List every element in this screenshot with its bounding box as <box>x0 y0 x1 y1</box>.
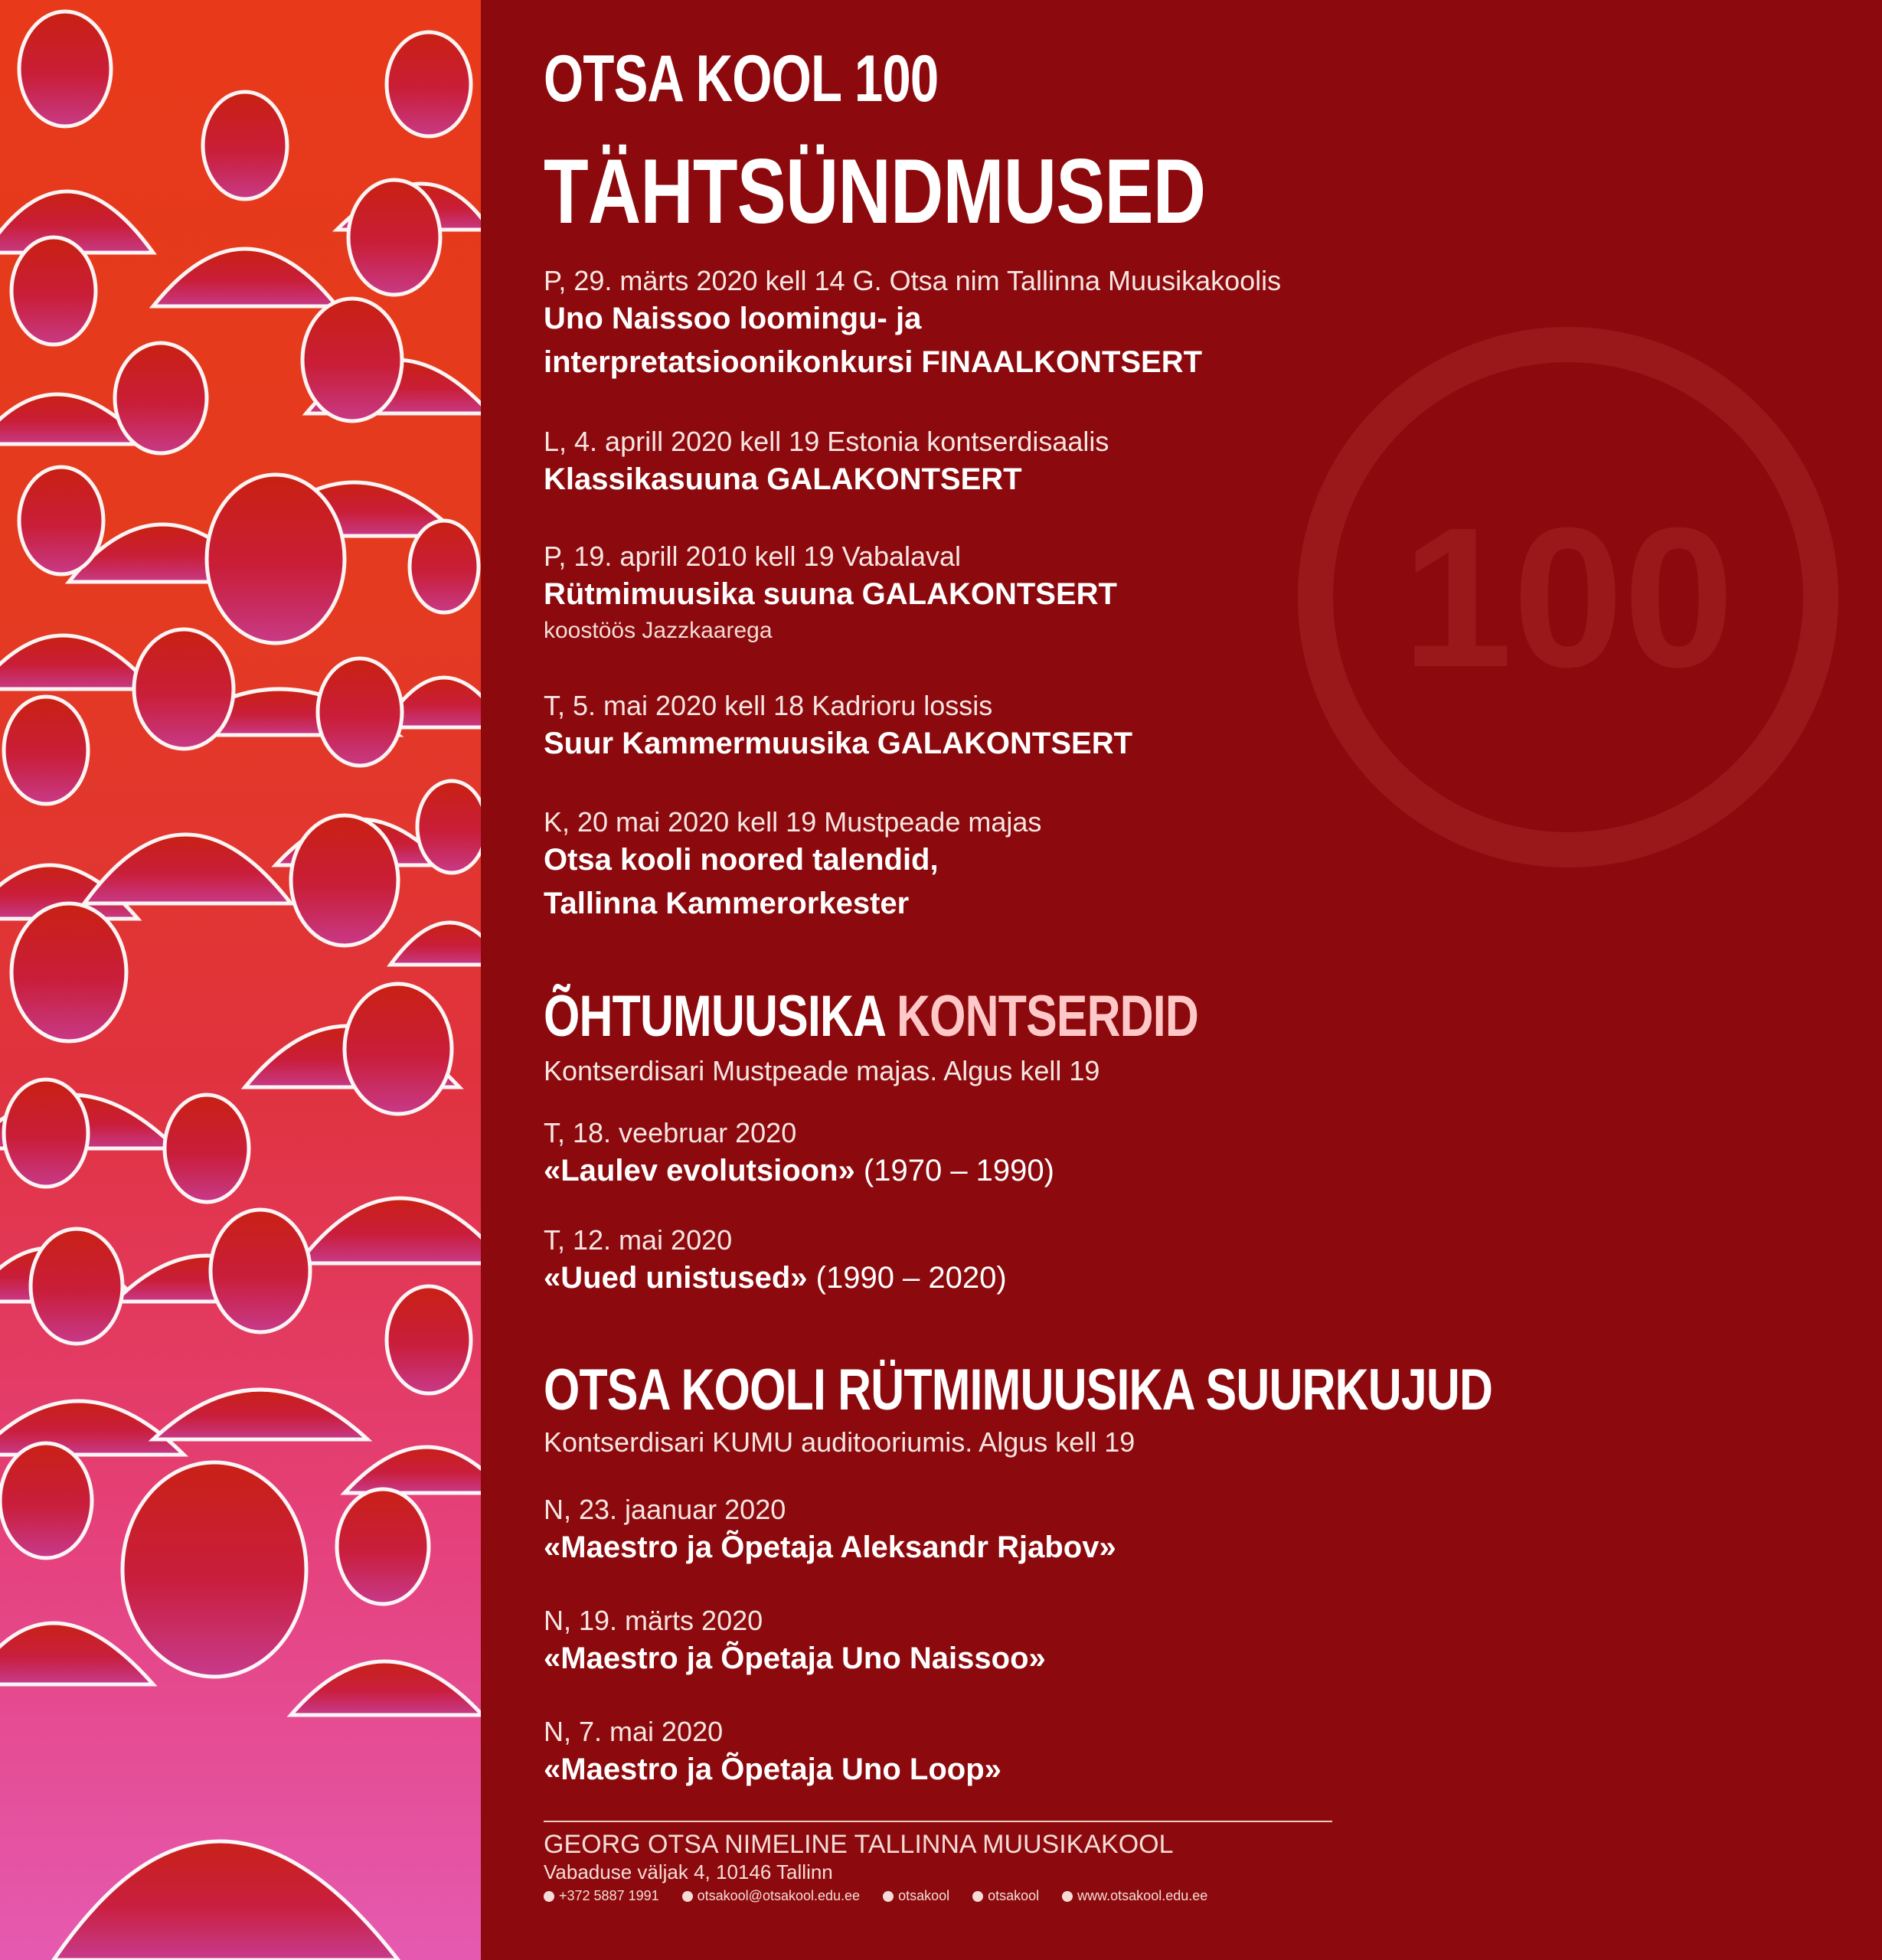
contact-row <box>544 1888 1207 1904</box>
concert-years: (1970 – 1990) <box>863 1154 1054 1188</box>
email-icon <box>682 1891 693 1902</box>
section-title-evening <box>544 984 1198 1049</box>
concert-item <box>544 1604 1394 1681</box>
portrait-figure <box>299 984 505 1263</box>
event-title-line: Otsa kooli noored talendid, <box>544 843 939 877</box>
instagram-text: otsakool <box>988 1888 1040 1903</box>
concert-item <box>544 1223 1394 1300</box>
concert-date: N, 19. märts 2020 <box>544 1605 763 1636</box>
section-title-rhythm: OTSA KOOLI RÜTMIMUUSIKA SUURKUJUD <box>544 1357 1493 1423</box>
seal-number: 100 <box>1402 487 1734 709</box>
contact-phone[interactable] <box>544 1888 659 1904</box>
event-title-line: Tallinna Kammerorkester <box>544 886 910 920</box>
event-title <box>544 297 1394 384</box>
concert-item <box>544 1116 1394 1193</box>
event-item <box>544 805 1394 926</box>
phone-icon <box>544 1891 554 1902</box>
event-title <box>544 838 1394 926</box>
event-item <box>544 689 1394 766</box>
concert-title <box>544 1256 1394 1300</box>
concert-name: «Laulev evolutsioon» <box>544 1154 855 1188</box>
footer-divider <box>544 1821 1332 1822</box>
contact-web[interactable] <box>1062 1888 1207 1904</box>
concert-title: «Maestro ja Õpetaja Aleksandr Rjabov» <box>544 1530 1116 1565</box>
event-title <box>544 458 1394 501</box>
portrait-figure <box>0 11 153 253</box>
facebook-icon <box>883 1891 894 1902</box>
concert-item <box>544 1715 1394 1792</box>
event-meta: P, 19. aprill 2010 kell 19 Vabalaval <box>544 541 962 572</box>
section-subtitle: Kontserdisari Mustpeade majas. Algus kell 19 <box>544 1055 1100 1086</box>
concert-date: N, 7. mai 2020 <box>544 1716 724 1747</box>
concert-title: «Maestro ja Õpetaja Uno Naissoo» <box>544 1642 1046 1676</box>
portrait-silhouettes <box>0 0 481 1960</box>
event-title-line: interpretatsioonikonkursi FINAALKONTSERT <box>544 345 1203 379</box>
event-title <box>544 573 1394 616</box>
contact-email[interactable] <box>682 1888 860 1904</box>
school-name: GEORG OTSA NIMELINE TALLINNA MUUSIKAKOOL <box>544 1830 1174 1859</box>
event-meta: P, 29. märts 2020 kell 14 G. Otsa nim Tallinna Muusikakoolis <box>544 265 1282 296</box>
event-item <box>544 425 1394 501</box>
contact-facebook[interactable] <box>883 1888 949 1904</box>
event-item <box>544 264 1394 384</box>
page-title: TÄHTSÜNDMUSED <box>544 140 1206 243</box>
contact-instagram[interactable] <box>972 1888 1039 1904</box>
section-subtitle: Kontserdisari KUMU auditooriumis. Algus kell 19 <box>544 1426 1135 1458</box>
portrait-figure <box>153 92 337 306</box>
event-item <box>544 540 1394 644</box>
concert-title: «Maestro ja Õpetaja Uno Loop» <box>544 1753 1001 1787</box>
instagram-icon <box>972 1891 983 1902</box>
concert-title <box>544 1149 1394 1193</box>
email-text: otsakool@otsakool.edu.ee <box>697 1888 861 1903</box>
section-title-accent: KONTSERDID <box>897 984 1198 1049</box>
web-text: www.otsakool.edu.ee <box>1077 1888 1208 1903</box>
concert-date: N, 23. jaanuar 2020 <box>544 1494 786 1525</box>
concert-date: T, 12. mai 2020 <box>544 1224 733 1256</box>
event-note: koostöös Jazzkaarega <box>544 617 773 643</box>
event-meta: K, 20 mai 2020 kell 19 Mustpeade majas <box>544 806 1042 838</box>
concert-date: T, 18. veebruar 2020 <box>544 1117 797 1148</box>
event-title-line: Rütmimuusika suuna GALAKONTSERT <box>544 577 1117 612</box>
event-title-line: Klassikasuuna GALAKONTSERT <box>544 462 1022 497</box>
portrait-collage <box>0 0 481 1960</box>
event-title <box>544 722 1394 766</box>
event-title-line: Uno Naissoo loomingu- ja <box>544 302 922 336</box>
concert-name: «Uued unistused» <box>544 1261 808 1295</box>
concert-years: (1990 – 2020) <box>815 1261 1007 1295</box>
event-meta: T, 5. mai 2020 kell 18 Kadrioru lossis <box>544 690 993 721</box>
section-title-part: ÕHTUMUUSIKA <box>544 984 884 1049</box>
event-meta: L, 4. aprill 2020 kell 19 Estonia kontserdisaalis <box>544 426 1109 457</box>
header-line1: OTSA KOOL 100 <box>544 42 939 116</box>
facebook-text: otsakool <box>898 1888 950 1903</box>
web-icon <box>1062 1891 1073 1902</box>
school-address: Vabaduse väljak 4, 10146 Tallinn <box>544 1860 833 1883</box>
event-title-line: Suur Kammermuusika GALAKONTSERT <box>544 727 1133 761</box>
phone-text: +372 5887 1991 <box>559 1888 659 1903</box>
portrait-figure <box>291 1489 482 1715</box>
concert-item <box>544 1493 1394 1570</box>
